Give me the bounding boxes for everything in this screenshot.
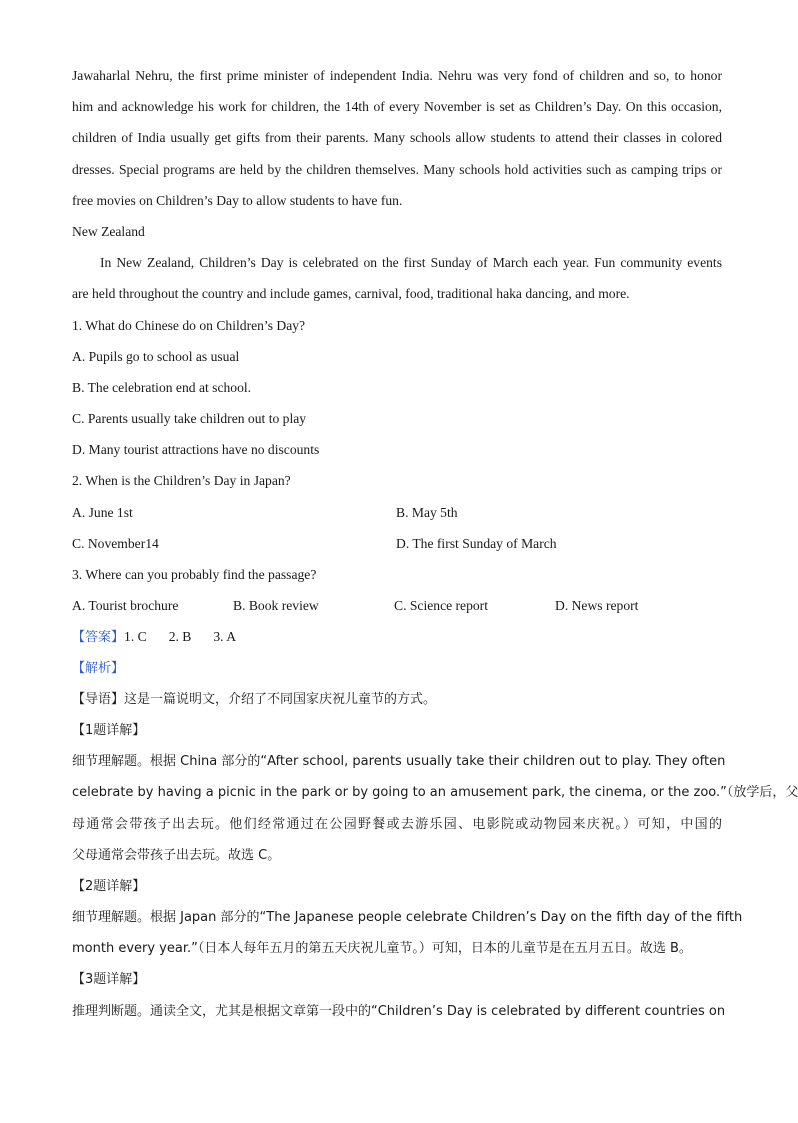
paragraph-line: him and acknowledge his work for children, the 14th of every November is set as Children’s Day. On this occasion, xyxy=(72,99,722,115)
q3-detail-label: 【3题详解】 xyxy=(72,972,146,988)
options-row xyxy=(72,528,722,559)
new-zealand-paragraph xyxy=(72,247,722,309)
answer-item: 3. A xyxy=(213,629,237,645)
section-heading-new-zealand: New Zealand xyxy=(72,223,145,239)
option-d: D. Many tourist attractions have no discounts xyxy=(72,442,320,458)
india-paragraph xyxy=(72,60,722,216)
option-b: B. Book review xyxy=(233,598,319,614)
q1-detail-label: 【1题详解】 xyxy=(72,722,146,738)
analysis-line: celebrate by having a picnic in the park or by going to an amusement park, the cinema, or the zoo.”（放学后，父 xyxy=(72,785,798,801)
option-b: B. May 5th xyxy=(396,504,458,520)
paragraph-line: In New Zealand, Children’s Day is celebrated on the first Sunday of March each year. Fun community events xyxy=(100,255,722,271)
option-c: C. Science report xyxy=(394,598,488,614)
question-1 xyxy=(72,310,722,466)
option-b: B. The celebration end at school. xyxy=(72,379,252,395)
document-page xyxy=(72,60,798,1027)
paragraph-line: Jawaharlal Nehru, the first prime minister of independent India. Nehru was very fond of children and so, to honor xyxy=(72,68,722,83)
paragraph-line: are held throughout the country and include games, carnival, food, traditional haka dancing, and more. xyxy=(72,286,630,302)
analysis-line: 母通常会带孩子出去玩。他们经常通过在公园野餐或去游乐园、电影院或动物园来庆祝。）可知，中国的 xyxy=(72,816,722,832)
answer-item: 2. B xyxy=(168,629,192,645)
paragraph-line: dresses. Special programs are held by the children themselves. Many schools hold activities such as camping trips or xyxy=(72,161,722,177)
analysis-line: month every year.”（日本人每年五月的第五天庆祝儿童节。）可知，日本的儿童节是在五月五日。故选 B。 xyxy=(72,941,692,957)
option-a: A. June 1st xyxy=(72,504,133,520)
analysis-line: 细节理解题。根据 Japan 部分的“The Japanese people celebrate Children’s Day on the fifth day of the fifth xyxy=(72,910,743,926)
q2-detail-label: 【2题详解】 xyxy=(72,878,146,894)
analysis-line: 细节理解题。根据 China 部分的“After school, parents usually take their children out to play. They often xyxy=(72,754,726,770)
question-2 xyxy=(72,465,722,559)
paragraph-line: free movies on Children’s Day to allow students to have fun. xyxy=(72,192,403,208)
question-stem: 3. Where can you probably find the passage? xyxy=(72,567,317,582)
analysis-label: 【解析】 xyxy=(72,660,125,676)
answer-label: 【答案】 xyxy=(72,630,125,646)
guide-label: 【导语】 xyxy=(72,691,125,707)
option-a: A. Tourist brochure xyxy=(72,598,179,614)
guide-text: 这是一篇说明文，介绍了不同国家庆祝儿童节的方式。 xyxy=(124,691,437,707)
option-a: A. Pupils go to school as usual xyxy=(72,348,240,364)
options-row xyxy=(72,497,722,528)
answer-item: 1. C xyxy=(124,629,147,645)
option-c: C. November14 xyxy=(72,535,159,551)
guide-line xyxy=(72,684,722,715)
question-3 xyxy=(72,559,722,621)
option-c: C. Parents usually take children out to play xyxy=(72,411,307,427)
option-d: D. The first Sunday of March xyxy=(396,535,557,551)
option-d: D. News report xyxy=(555,598,639,614)
options-row xyxy=(72,590,722,621)
analysis-line: 父母通常会带孩子出去玩。故选 C。 xyxy=(72,847,281,863)
answer-line xyxy=(72,621,722,652)
question-stem: 1. What do Chinese do on Children’s Day? xyxy=(72,317,306,333)
analysis-line: 推理判断题。通读全文，尤其是根据文章第一段中的“Children’s Day is celebrated by different countries on xyxy=(72,1003,726,1019)
paragraph-line: children of India usually get gifts from their parents. Many schools allow students to attend their classes in colored xyxy=(72,130,722,146)
question-stem: 2. When is the Children’s Day in Japan? xyxy=(72,473,291,489)
